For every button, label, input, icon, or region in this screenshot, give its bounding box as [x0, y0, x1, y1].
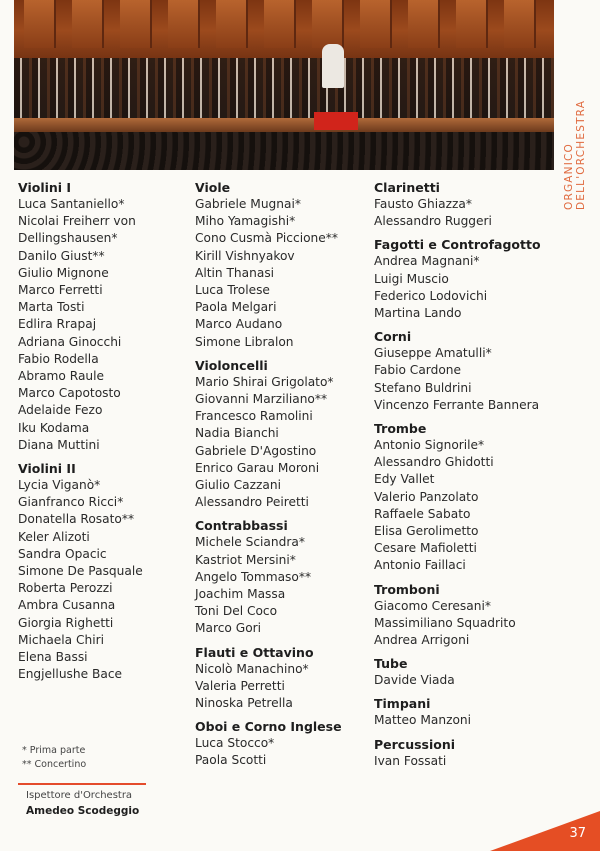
roster-section [374, 655, 589, 689]
member-name: Nicolai Freiherr von [18, 214, 136, 229]
member-name: Giulio Cazzani [195, 478, 282, 493]
member-name: Elena Bassi [18, 650, 88, 665]
member-name: Giuseppe Amatulli* [374, 346, 492, 361]
member-name: Matteo Manzoni [374, 713, 472, 728]
member-name: Michele Sciandra* [195, 535, 305, 550]
member-name: Nicolò Manachino* [195, 661, 309, 676]
roster-section [374, 328, 589, 414]
wall-panel [504, 0, 536, 48]
wall-panel [408, 0, 440, 48]
wall-panel [216, 0, 248, 48]
member-name: Miho Yamagishi* [195, 214, 296, 229]
roster-section [195, 179, 373, 351]
member-name: Marco Capotosto [18, 386, 121, 401]
member-name: Fabio Cardone [374, 363, 462, 378]
member-name: Simone De Pasquale [18, 564, 143, 579]
member-name: Adelaide Fezo [18, 403, 103, 418]
roster-section [195, 718, 373, 769]
member-name: Gabriele D'Agostino [195, 443, 317, 458]
member-name: Angelo Tommaso** [195, 569, 312, 584]
section-title: Clarinetti [374, 180, 440, 195]
conductor [322, 44, 344, 88]
member-name: Roberta Perozzi [18, 581, 113, 596]
member-name: Danilo Giust** [18, 248, 105, 263]
member-name: Paola Melgari [195, 300, 277, 315]
member-name: Marco Gori [195, 621, 262, 636]
section-title: Tube [374, 656, 408, 672]
member-name: Giovanni Marziliano** [195, 392, 328, 407]
member-name: Joachim Massa [195, 587, 286, 602]
member-name: Vincenzo Ferrante Bannera [374, 397, 540, 412]
member-name: Fausto Ghiazza* [374, 197, 472, 211]
inspector-label: Ispettore d'Orchestra [26, 790, 133, 801]
member-name: Martina Lando [374, 306, 462, 321]
member-name: Michaela Chiri [18, 632, 105, 647]
member-name: Donatella Rosato** [18, 512, 135, 527]
member-name: Engjellushe Bace [18, 667, 123, 682]
roster-section [374, 736, 589, 770]
member-name: Edy Vallet [374, 472, 435, 487]
member-name: Altin Thanasi [195, 265, 275, 280]
member-name: Adriana Ginocchi [18, 334, 122, 349]
member-name: Giorgia Righetti [18, 615, 114, 630]
member-name: Marta Tosti [18, 300, 85, 315]
member-name: Kirill Vishnyakov [195, 248, 295, 263]
member-name: Antonio Signorile* [374, 438, 485, 453]
footnotes [22, 744, 152, 772]
member-name: Kastriot Mersini* [195, 552, 296, 567]
member-name: Luca Stocco* [195, 736, 275, 751]
orchestra-players [14, 58, 554, 120]
member-name: Valerio Panzolato [374, 489, 479, 504]
section-title: Violini II [18, 461, 76, 477]
roster-column-2 [195, 179, 373, 776]
member-name: Ambra Cusanna [18, 598, 116, 613]
section-title: Timpani [374, 696, 431, 712]
stage [14, 118, 554, 132]
roster-column-3 [374, 179, 589, 776]
section-title: Flauti e Ottavino [195, 644, 314, 660]
member-name: Giacomo Ceresani* [374, 598, 491, 613]
member-name: Cono Cusmà Piccione** [195, 231, 338, 246]
roster-section [195, 644, 373, 713]
roster-section [18, 460, 190, 683]
wall-panel [312, 0, 344, 48]
member-name: Enrico Garau Moroni [195, 460, 320, 475]
wall-panel [168, 0, 200, 48]
member-name: Luca Trolese [195, 283, 270, 298]
member-name: Edlira Rrapaj [18, 317, 97, 332]
section-title: Violoncelli [195, 357, 268, 373]
roster-section [18, 179, 190, 454]
section-title: Corni [374, 329, 412, 345]
member-name: Davide Viada [374, 673, 455, 688]
member-name: Alessandro Ruggeri [374, 214, 492, 229]
section-title: Trombe [374, 421, 427, 437]
member-name: Mario Shirai Grigolato* [195, 374, 334, 389]
roster-section [195, 357, 373, 512]
page-number: 37 [569, 826, 586, 841]
member-name: Diana Muttini [18, 437, 100, 452]
wall-panel [72, 0, 104, 48]
member-name: Andrea Arrigoni [374, 633, 470, 648]
roster-section [374, 179, 589, 230]
member-name: Simone Libralon [195, 334, 294, 349]
conductor-podium [314, 112, 358, 130]
wall-panel [264, 0, 296, 48]
wall-panel [360, 0, 392, 48]
wall-panel [120, 0, 152, 48]
member-name: Ivan Fossati [374, 753, 447, 768]
member-name: Abramo Raule [18, 369, 105, 384]
member-name: Gianfranco Ricci* [18, 495, 124, 510]
member-name: Federico Lodovichi [374, 288, 488, 303]
member-name: Cesare Mafioletti [374, 541, 477, 556]
member-name: Luigi Muscio [374, 271, 449, 286]
roster-section [374, 581, 589, 650]
sidebar-title: ORGANICO DELL'ORCHESTRA [563, 99, 587, 210]
member-name: Elisa Gerolimetto [374, 524, 479, 539]
footnote-concertino: ** Concertino [22, 759, 87, 770]
roster-column-1 [18, 179, 190, 689]
wall-panel [456, 0, 488, 48]
accent-rule [18, 783, 146, 785]
member-name: Marco Audano [195, 317, 283, 332]
member-name: Luca Santaniello* [18, 197, 125, 211]
member-name: Lycia Viganò* [18, 478, 101, 493]
inspector-name: Amedeo Scodeggio [26, 805, 140, 817]
member-name: Massimiliano Squadrito [374, 615, 516, 630]
roster-section [374, 420, 589, 575]
member-name: Nadia Bianchi [195, 426, 279, 441]
section-title: Percussioni [374, 736, 456, 752]
member-name: Paola Scotti [195, 753, 267, 768]
section-title: Oboi e Corno Inglese [195, 719, 342, 735]
roster-section [374, 236, 589, 322]
member-name: Raffaele Sabato [374, 506, 471, 521]
member-name: Francesco Ramolini [195, 409, 313, 424]
section-title: Contrabbassi [195, 518, 288, 534]
member-name: Marco Ferretti [18, 283, 103, 298]
member-name: Fabio Rodella [18, 351, 99, 366]
section-title: Viole [195, 180, 231, 195]
member-name: Gabriele Mugnai* [195, 197, 301, 211]
member-name: Antonio Faillaci [374, 558, 466, 573]
section-title: Fagotti e Controfagotto [374, 237, 541, 253]
section-title: Tromboni [374, 581, 440, 597]
roster-section [195, 517, 373, 637]
member-name: Stefano Buldrini [374, 380, 472, 395]
member-name: Andrea Magnani* [374, 254, 480, 269]
member-name: Giulio Mignone [18, 265, 109, 280]
member-name: Valeria Perretti [195, 678, 285, 693]
member-name: Alessandro Ghidotti [374, 455, 494, 470]
member-name: Dellingshausen* [18, 231, 118, 246]
member-name: Toni Del Coco [195, 604, 278, 619]
wall-panel [24, 0, 56, 48]
member-name: Iku Kodama [18, 420, 90, 435]
orchestra-photo [14, 0, 554, 170]
section-title: Violini I [18, 180, 72, 195]
member-name: Keler Alizoti [18, 529, 90, 544]
roster-section [374, 695, 589, 729]
member-name: Alessandro Peiretti [195, 495, 309, 510]
audience [14, 132, 554, 170]
member-name: Ninoska Petrella [195, 696, 293, 711]
member-name: Sandra Opacic [18, 546, 107, 561]
footnote-prima-parte: * Prima parte [22, 745, 86, 756]
